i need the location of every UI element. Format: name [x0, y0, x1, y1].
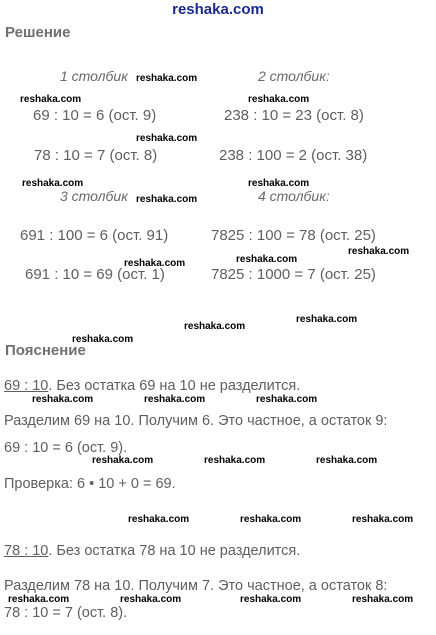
site-header-link[interactable]: reshaka.com — [172, 1, 264, 18]
expression-78-10: 78 : 10 — [4, 543, 49, 559]
explanation-block-1-text: . Без остатка 69 на 10 не разделится. — [48, 378, 301, 394]
explanation-block-1-line-2: Разделим 69 на 10. Получим 6. Это частное, а остаток 9: — [4, 413, 388, 429]
watermark: reshaka.com — [20, 94, 82, 105]
explanation-block-2-line-2: Разделим 78 на 10. Получим 7. Это частное, а остаток 8: — [4, 578, 388, 594]
watermark: reshaka.com — [8, 594, 70, 605]
column-2-title: 2 столбик: — [258, 68, 330, 84]
explanation-block-1-line-1 — [4, 378, 300, 394]
column-4-line-2: 7825 : 1000 = 7 (ост. 25) — [211, 266, 376, 283]
watermark: reshaka.com — [32, 394, 94, 405]
watermark: reshaka.com — [296, 314, 358, 325]
watermark: reshaka.com — [136, 133, 198, 144]
column-1-line-2: 78 : 10 = 7 (ост. 8) — [34, 147, 158, 164]
solution-heading: Решение — [5, 24, 71, 41]
column-1-line-1: 69 : 10 = 6 (ост. 9) — [33, 107, 157, 124]
watermark: reshaka.com — [248, 178, 310, 189]
watermark: reshaka.com — [348, 246, 410, 257]
column-3-title: 3 столбик — [60, 188, 128, 204]
explanation-block-2-line-1 — [4, 543, 300, 559]
watermark: reshaka.com — [352, 514, 414, 525]
expression-69-10: 69 : 10 — [4, 378, 49, 394]
watermark: reshaka.com — [256, 394, 318, 405]
explanation-block-1-check: Проверка: 6 • 10 + 0 = 69. — [4, 476, 176, 492]
explanation-block-2-line-3: 78 : 10 = 7 (ост. 8). — [4, 605, 128, 621]
explanation-block-1-line-3: 69 : 10 = 6 (ост. 9). — [4, 440, 128, 456]
watermark: reshaka.com — [240, 514, 302, 525]
column-3-line-2: 691 : 10 = 69 (ост. 1) — [25, 266, 165, 283]
explanation-block-2-text: . Без остатка 78 на 10 не разделится. — [48, 543, 301, 559]
watermark: reshaka.com — [316, 455, 378, 466]
explanation-heading: Пояснение — [5, 342, 86, 359]
column-1-title: 1 столбик — [60, 68, 128, 84]
watermark: reshaka.com — [240, 594, 302, 605]
watermark: reshaka.com — [184, 321, 246, 332]
column-4-line-1: 7825 : 100 = 78 (ост. 25) — [211, 227, 376, 244]
column-4-title: 4 столбик: — [258, 188, 330, 204]
watermark: reshaka.com — [136, 73, 198, 84]
watermark: reshaka.com — [120, 594, 182, 605]
watermark: reshaka.com — [22, 178, 84, 189]
watermark: reshaka.com — [128, 514, 190, 525]
watermark: reshaka.com — [248, 94, 310, 105]
watermark: reshaka.com — [144, 394, 206, 405]
column-2-line-1: 238 : 10 = 23 (ост. 8) — [224, 107, 364, 124]
watermark: reshaka.com — [236, 254, 298, 265]
watermark: reshaka.com — [204, 455, 266, 466]
watermark: reshaka.com — [136, 194, 198, 205]
watermark: reshaka.com — [92, 455, 154, 466]
watermark: reshaka.com — [72, 334, 134, 345]
watermark: reshaka.com — [352, 594, 414, 605]
column-2-line-2: 238 : 100 = 2 (ост. 38) — [219, 147, 368, 164]
column-3-line-1: 691 : 100 = 6 (ост. 91) — [20, 227, 169, 244]
watermark: reshaka.com — [124, 258, 186, 269]
